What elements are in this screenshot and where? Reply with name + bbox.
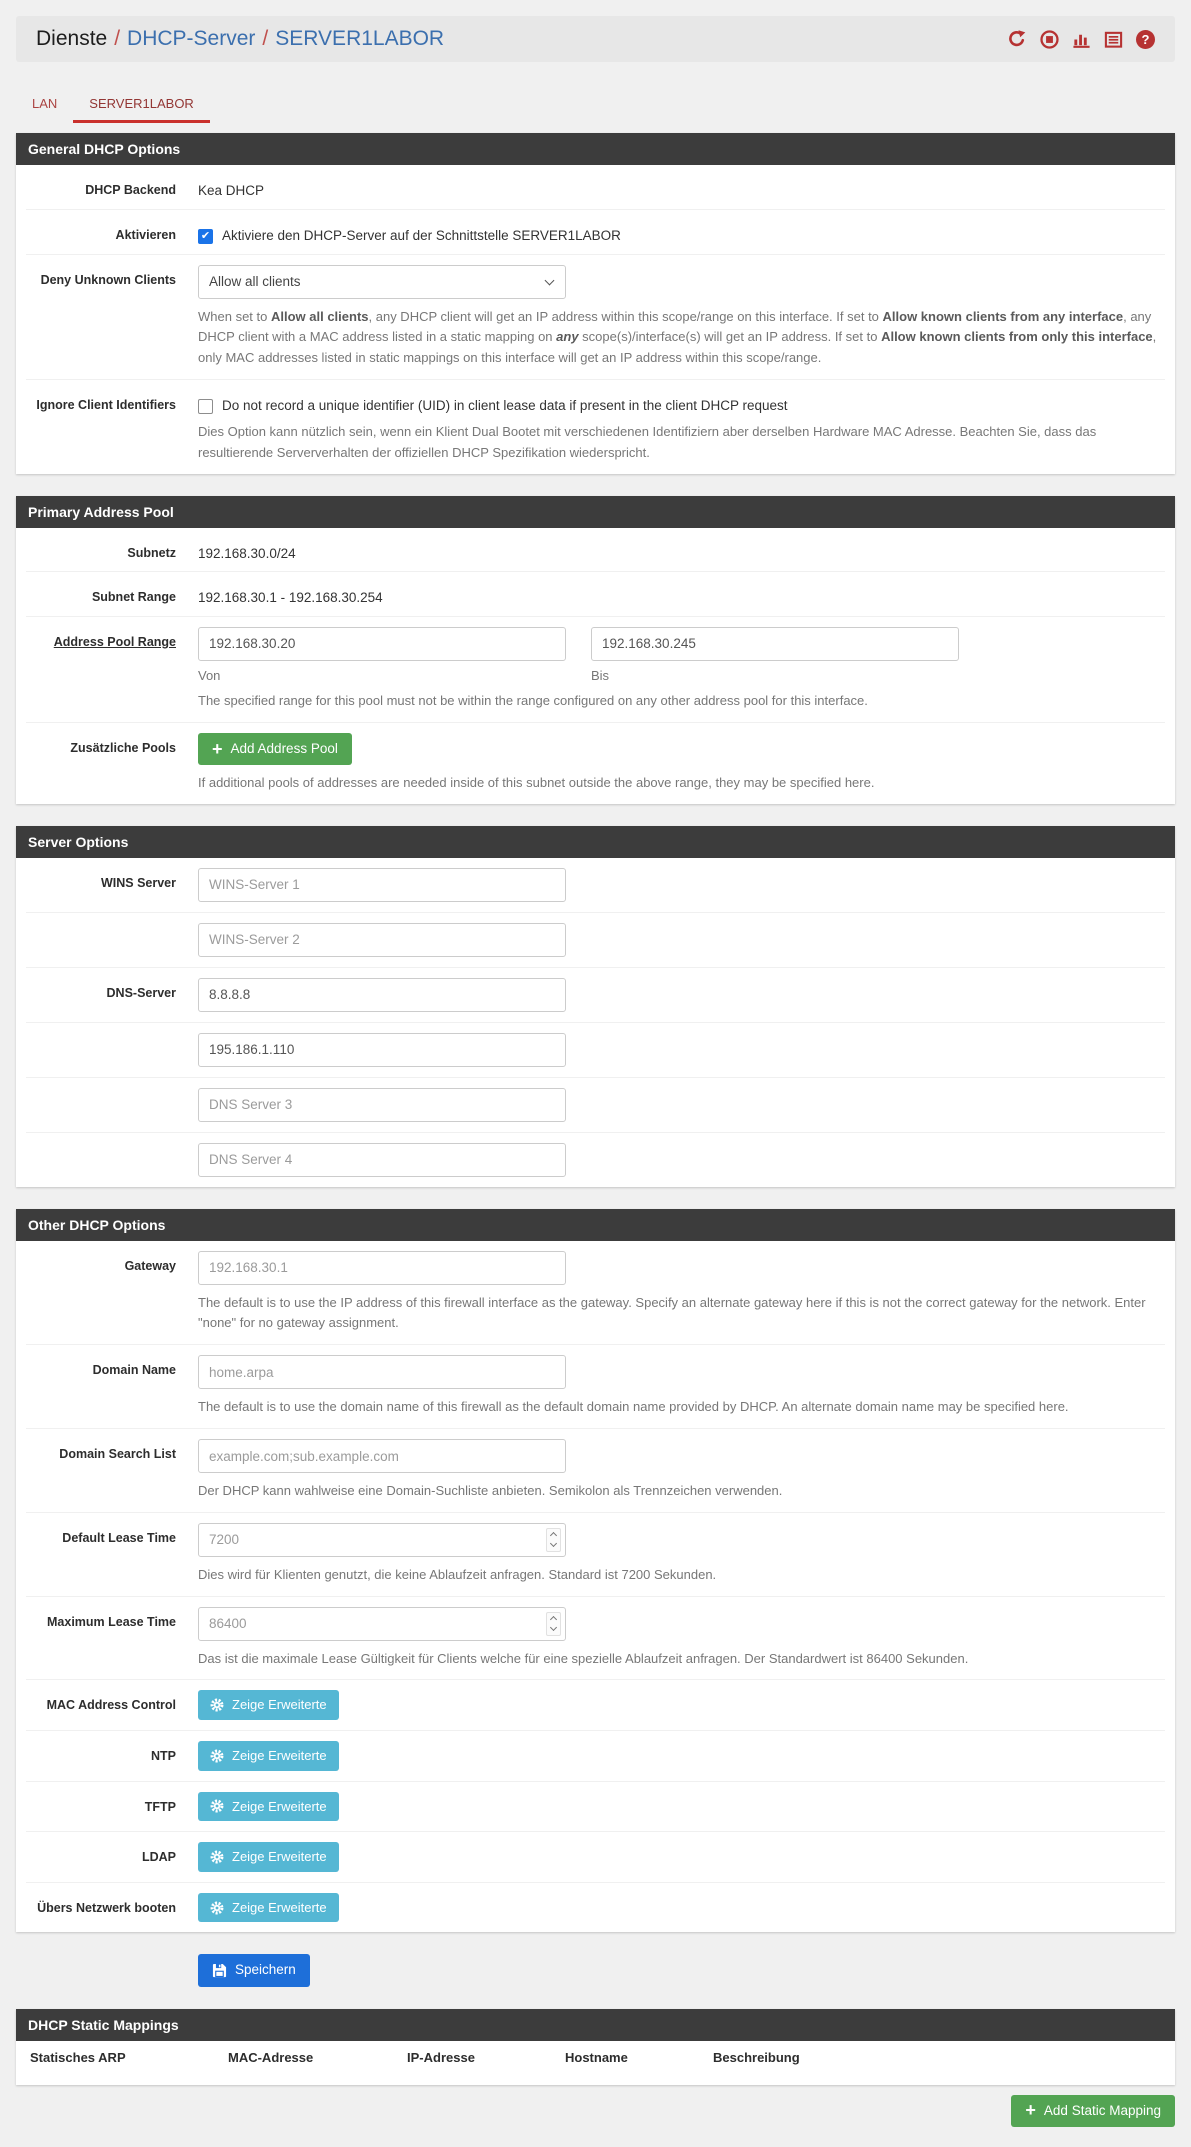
show-advanced-netboot-button[interactable]: Zeige Erweiterte: [198, 1893, 339, 1923]
enable-dhcp-checkbox[interactable]: ✔: [198, 229, 213, 244]
row-ldap: [26, 1831, 1165, 1882]
panel-primary-address-pool: [16, 496, 1175, 804]
netboot-label: Übers Netzwerk booten: [37, 1900, 176, 1915]
gear-icon: [210, 1850, 224, 1864]
domain-name-label: Domain Name: [92, 1363, 176, 1378]
panel-title: General DHCP Options: [16, 133, 1175, 165]
spinner-up-icon: [550, 1532, 557, 1539]
ignore-client-identifiers-checkbox-label: Do not record a unique identifier (UID) in client lease data if present in the client DHCP request: [222, 398, 788, 414]
subnet-range-value: 192.168.30.1 - 192.168.30.254: [198, 590, 383, 606]
pool-range-from-input[interactable]: [198, 627, 566, 661]
panel-title: Primary Address Pool: [16, 496, 1175, 528]
column-header-description: Beschreibung: [713, 2049, 800, 2065]
row-deny-unknown-clients: [26, 254, 1165, 379]
enable-label: Aktivieren: [115, 227, 176, 242]
ignore-client-identifiers-help: Dies Option kann nützlich sein, wenn ein Klient Dual Bootet mit verschiedenen Identifiziern aber derselben Hardware MAC Adresse. Beachten Sie, dass das resultierende Serververhalten der offiziellen DHCP Spezifikation wiederspricht.: [198, 424, 1097, 460]
breadcrumb-link-server1labor[interactable]: SERVER1LABOR: [275, 27, 445, 50]
dns-server-4-input[interactable]: [198, 1143, 566, 1177]
domain-search-list-input[interactable]: [198, 1439, 566, 1473]
row-wins-2: [26, 912, 1165, 967]
row-mac-address-control: [26, 1679, 1165, 1730]
panel-dhcp-static-mappings: [16, 2009, 1175, 2085]
pool-range-from-caption: Von: [198, 667, 221, 683]
maximum-lease-time-wrap: [198, 1607, 566, 1641]
row-default-lease-time: [26, 1512, 1165, 1596]
additional-pools-help: If additional pools of addresses are needed inside of this subnet outside the above range, they may be specified here.: [198, 774, 875, 790]
panel-general-dhcp-options: [16, 133, 1175, 474]
additional-pools-label: Zusätzliche Pools: [70, 740, 176, 755]
add-address-pool-button[interactable]: + Add Address Pool: [198, 733, 352, 765]
show-advanced-ntp-button[interactable]: Zeige Erweiterte: [198, 1741, 339, 1771]
row-dns-1: [26, 967, 1165, 1022]
gateway-help: The default is to use the IP address of this firewall interface as the gateway. Specify an alternate gateway here if this is not the correct gateway for the network. Enter "none" for no gateway assignment.: [198, 1294, 1146, 1331]
add-static-mapping-button[interactable]: + Add Static Mapping: [1011, 2095, 1175, 2127]
floppy-disk-icon: [212, 1963, 227, 1978]
plus-icon: +: [212, 738, 223, 759]
panel-server-options: [16, 826, 1175, 1187]
maximum-lease-time-input[interactable]: [198, 1607, 566, 1641]
ldap-label: LDAP: [141, 1850, 176, 1865]
panel-other-dhcp-options: [16, 1209, 1175, 1933]
breadcrumb-separator: /: [114, 27, 121, 50]
column-header-static-arp: Statisches ARP: [30, 2049, 126, 2065]
row-netboot: [26, 1882, 1165, 1933]
row-ntp: [26, 1730, 1165, 1781]
breadcrumb-bar: [16, 16, 1175, 62]
dns-server-3-input[interactable]: [198, 1088, 566, 1122]
row-subnet: [26, 528, 1165, 572]
breadcrumb-link-dhcp-server[interactable]: DHCP-Server: [127, 27, 256, 50]
dhcp-backend-label: DHCP Backend: [85, 183, 176, 197]
gear-icon: [210, 1901, 224, 1915]
breadcrumb-root: Dienste: [36, 27, 108, 50]
domain-search-list-label: Domain Search List: [59, 1447, 176, 1462]
deny-unknown-clients-label: Deny Unknown Clients: [40, 272, 176, 287]
log-list-icon[interactable]: [1104, 30, 1123, 49]
row-subnet-range: [26, 571, 1165, 616]
save-button[interactable]: Speichern: [198, 1954, 310, 1986]
show-advanced-ldap-button[interactable]: Zeige Erweiterte: [198, 1842, 339, 1872]
gateway-label: Gateway: [124, 1258, 176, 1273]
column-header-mac-address: MAC-Adresse: [228, 2049, 314, 2065]
breadcrumb-separator: /: [262, 27, 269, 50]
panel-title: DHCP Static Mappings: [16, 2009, 1175, 2041]
pool-range-to-caption: Bis: [591, 667, 610, 683]
maximum-lease-time-help: Das ist die maximale Lease Gültigkeit für Clients welche für eine spezielle Ablaufzeit anfragen. Der Standardwert ist 86400 Sekunden.: [198, 1650, 969, 1666]
dhcp-backend-value: Kea DHCP: [198, 183, 265, 198]
dns-server-label: DNS-Server: [106, 985, 176, 1000]
static-mappings-table-header: [16, 2041, 1175, 2075]
wins-server-label: WINS Server: [100, 875, 176, 890]
help-icon[interactable]: ?: [1136, 30, 1155, 49]
row-maximum-lease-time: [26, 1596, 1165, 1680]
row-additional-pools: [26, 722, 1165, 804]
domain-search-list-help: Der DHCP kann wahlweise eine Domain-Suchliste anbieten. Semikolon als Trennzeichen verwenden.: [198, 1483, 783, 1499]
domain-name-input[interactable]: [198, 1355, 566, 1389]
default-lease-time-label: Default Lease Time: [62, 1530, 176, 1545]
subnet-value: 192.168.30.0/24: [198, 545, 296, 561]
gear-icon: [210, 1799, 224, 1813]
spinner-down-icon: [550, 1540, 557, 1547]
panel-title: Other DHCP Options: [16, 1209, 1175, 1241]
row-dns-2: [26, 1022, 1165, 1077]
spinner-down-icon: [550, 1624, 557, 1631]
tftp-label: TFTP: [144, 1799, 176, 1814]
spinner-up-icon: [550, 1616, 557, 1623]
subnet-range-label: Subnet Range: [91, 590, 176, 605]
maximum-lease-time-label: Maximum Lease Time: [47, 1614, 176, 1629]
row-ignore-client-identifiers: [26, 379, 1165, 474]
deny-unknown-clients-select[interactable]: [198, 265, 566, 299]
mac-address-control-label: MAC Address Control: [46, 1698, 176, 1713]
ignore-client-identifiers-label: Ignore Client Identifiers: [36, 398, 176, 413]
deny-unknown-clients-select-wrap: [198, 265, 566, 299]
dns-server-2-input[interactable]: [198, 1033, 566, 1067]
show-advanced-tftp-button[interactable]: Zeige Erweiterte: [198, 1792, 339, 1822]
wins-server-2-input[interactable]: [198, 923, 566, 957]
row-enable: [26, 209, 1165, 254]
bar-chart-icon[interactable]: [1072, 30, 1091, 49]
column-header-hostname: Hostname: [565, 2049, 628, 2065]
footer-actions: [16, 2095, 1175, 2127]
row-tftp: [26, 1781, 1165, 1832]
tab-server1labor[interactable]: SERVER1LABOR: [73, 87, 210, 123]
ignore-client-identifiers-checkbox[interactable]: [198, 399, 213, 414]
show-advanced-mac-button[interactable]: Zeige Erweiterte: [198, 1690, 339, 1720]
address-pool-range-help: The specified range for this pool must not be within the range configured on any other address pool for this interface.: [198, 692, 868, 708]
subnet-label: Subnetz: [127, 545, 176, 560]
row-gateway: [26, 1241, 1165, 1345]
gateway-input[interactable]: [198, 1251, 566, 1285]
ntp-label: NTP: [151, 1749, 176, 1764]
column-header-ip-address: IP-Adresse: [407, 2049, 475, 2065]
default-lease-time-input[interactable]: [198, 1523, 566, 1557]
header-action-icons: [1007, 29, 1155, 49]
default-lease-time-help: Dies wird für Klienten genutzt, die keine Ablaufzeit anfragen. Standard ist 7200 Sekunden.: [198, 1566, 717, 1582]
stop-service-icon[interactable]: [1040, 30, 1059, 49]
deny-unknown-clients-help: When set to Allow all clients, any DHCP client will get an IP address within this scope/range on this interface. If set to Allow known clients from any interface, any DHCP client with a MAC address listed in a static mapping on any scope(s)/interface(s) will get an IP address. If set to Allow known clients from only this interface, only MAC addresses listed in static mappings on this interface will get an IP address within this scope/range.: [198, 308, 1157, 366]
row-dhcp-backend: [26, 165, 1165, 209]
gear-icon: [210, 1749, 224, 1763]
enable-dhcp-checkbox-label: Aktiviere den DHCP-Server auf der Schnittstelle SERVER1LABOR: [222, 227, 621, 243]
number-spinner[interactable]: [546, 1612, 561, 1636]
row-wins-1: [26, 858, 1165, 912]
static-mappings-table-body: [16, 2075, 1175, 2085]
row-domain-search-list: [26, 1428, 1165, 1512]
wins-server-1-input[interactable]: [198, 868, 566, 902]
plus-icon: +: [1025, 2100, 1036, 2121]
pool-range-to-input[interactable]: [591, 627, 959, 661]
address-pool-range-label: Address Pool Range: [53, 634, 176, 649]
row-address-pool-range: [26, 616, 1165, 722]
gear-icon: [210, 1698, 224, 1712]
row-dns-4: [26, 1132, 1165, 1187]
save-row: [198, 1954, 1175, 1986]
tab-lan[interactable]: LAN: [32, 96, 58, 111]
dns-server-1-input[interactable]: [198, 978, 566, 1012]
row-domain-name: [26, 1344, 1165, 1428]
panel-title: Server Options: [16, 826, 1175, 858]
breadcrumb: [36, 27, 444, 51]
default-lease-time-wrap: [198, 1523, 566, 1557]
interface-tabs: [16, 87, 1175, 123]
number-spinner[interactable]: [546, 1528, 561, 1552]
row-dns-3: [26, 1077, 1165, 1132]
domain-name-help: The default is to use the domain name of this firewall as the default domain name provided by DHCP. An alternate domain name may be specified here.: [198, 1399, 1069, 1415]
restart-service-icon[interactable]: [1007, 29, 1027, 49]
